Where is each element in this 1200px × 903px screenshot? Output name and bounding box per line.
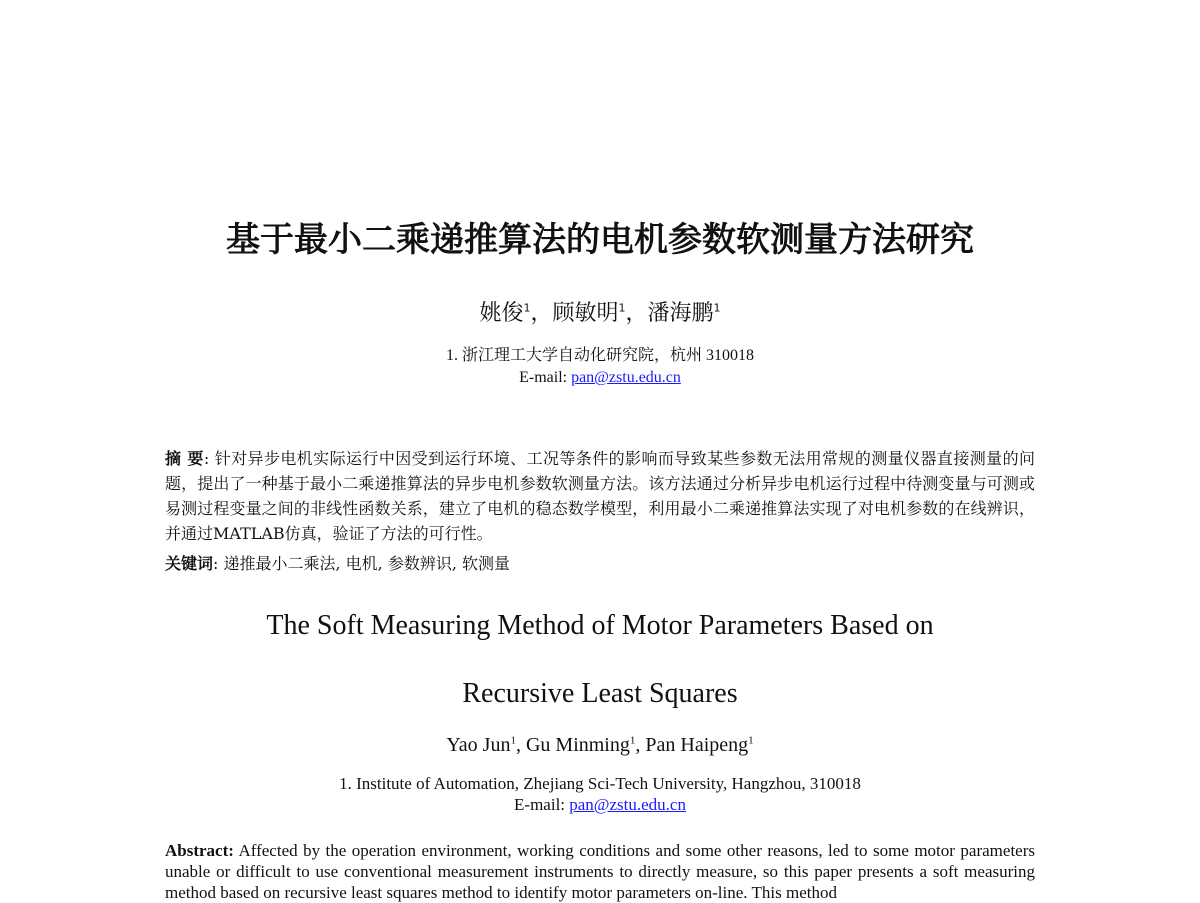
- author-separator: ，: [625, 301, 648, 326]
- paper-title-en-line2: Recursive Least Squares: [462, 678, 738, 709]
- affiliation-block-en: [0, 773, 1200, 815]
- abstract-text-zh: : 针对异步电机实际运行中因受到运行环境、工况等条件的影响而导致某些参数无法用常规的测量仪器直接测量的问题，提出了一种基于最小二乘递推算法的异步电机参数软测量方法。该方法通过分析异步电机运行过程中待测变量与可测或易测过程变量之间的非线性函数关系，建立了电机的稳态数学模型，利用最小二乘递推算法实现了对电机参数的在线辨识，并通过MATLAB仿真，验证了方法的可行性。: [165, 449, 1035, 543]
- author-affil-mark: 1: [510, 734, 516, 747]
- author-affil-mark: 1: [713, 301, 721, 315]
- email-line-en: [0, 794, 1200, 815]
- author-name: 姚俊: [479, 301, 524, 326]
- keywords-text-zh: : 递推最小二乘法, 电机, 参数辨识, 软测量: [213, 554, 511, 573]
- author-affil-mark: 1: [748, 734, 754, 747]
- affiliation-block-zh: [0, 345, 1200, 389]
- affiliation-en: 1. Institute of Automation, Zhejiang Sci-Tech University, Hangzhou, 310018: [339, 774, 861, 793]
- author-list-zh: [0, 296, 1200, 327]
- abstract-label-zh: 摘 要: [165, 449, 204, 468]
- email-line-zh: [0, 367, 1200, 389]
- author-name: 顾敏明: [552, 301, 619, 326]
- abstract-zh: [165, 446, 1035, 546]
- paper-title-en-line1: The Soft Measuring Method of Motor Parameters Based on: [266, 610, 934, 641]
- author-affil-mark: 1: [618, 301, 626, 315]
- author-separator: ,: [635, 734, 646, 756]
- paper-title-zh: 基于最小二乘递推算法的电机参数软测量方法研究: [226, 220, 974, 260]
- author-name: Pan Haipeng: [645, 734, 749, 756]
- author-name: Yao Jun: [446, 734, 511, 756]
- affiliation-zh: 1. 浙江理工大学自动化研究院，杭州 310018: [445, 347, 754, 364]
- author-affil-mark: 1: [523, 301, 531, 315]
- author-list-en: [0, 734, 1200, 757]
- author-separator: ，: [530, 301, 553, 326]
- email-label: E-mail:: [519, 369, 572, 386]
- author-affil-mark: 1: [629, 734, 636, 747]
- author-name: Gu Minming: [525, 734, 630, 756]
- keywords-label-zh: 关键词: [165, 554, 214, 573]
- email-link[interactable]: pan@zstu.edu.cn: [569, 795, 686, 814]
- abstract-en: [165, 840, 1035, 903]
- abstract-label-en: Abstract:: [165, 841, 234, 860]
- email-link[interactable]: pan@zstu.edu.cn: [571, 369, 681, 386]
- keywords-zh: [165, 551, 510, 574]
- email-label: E-mail:: [514, 795, 570, 814]
- author-separator: ,: [515, 734, 526, 756]
- abstract-text-en: Affected by the operation environment, working conditions and some other reasons, led to some motor parameters unable or difficult to use conventional measurement instruments to directly measure, so this paper presents a soft measuring method based on recursive least squares method to identify motor parameters on-line. This method: [165, 841, 1035, 902]
- author-name: 潘海鹏: [647, 301, 714, 326]
